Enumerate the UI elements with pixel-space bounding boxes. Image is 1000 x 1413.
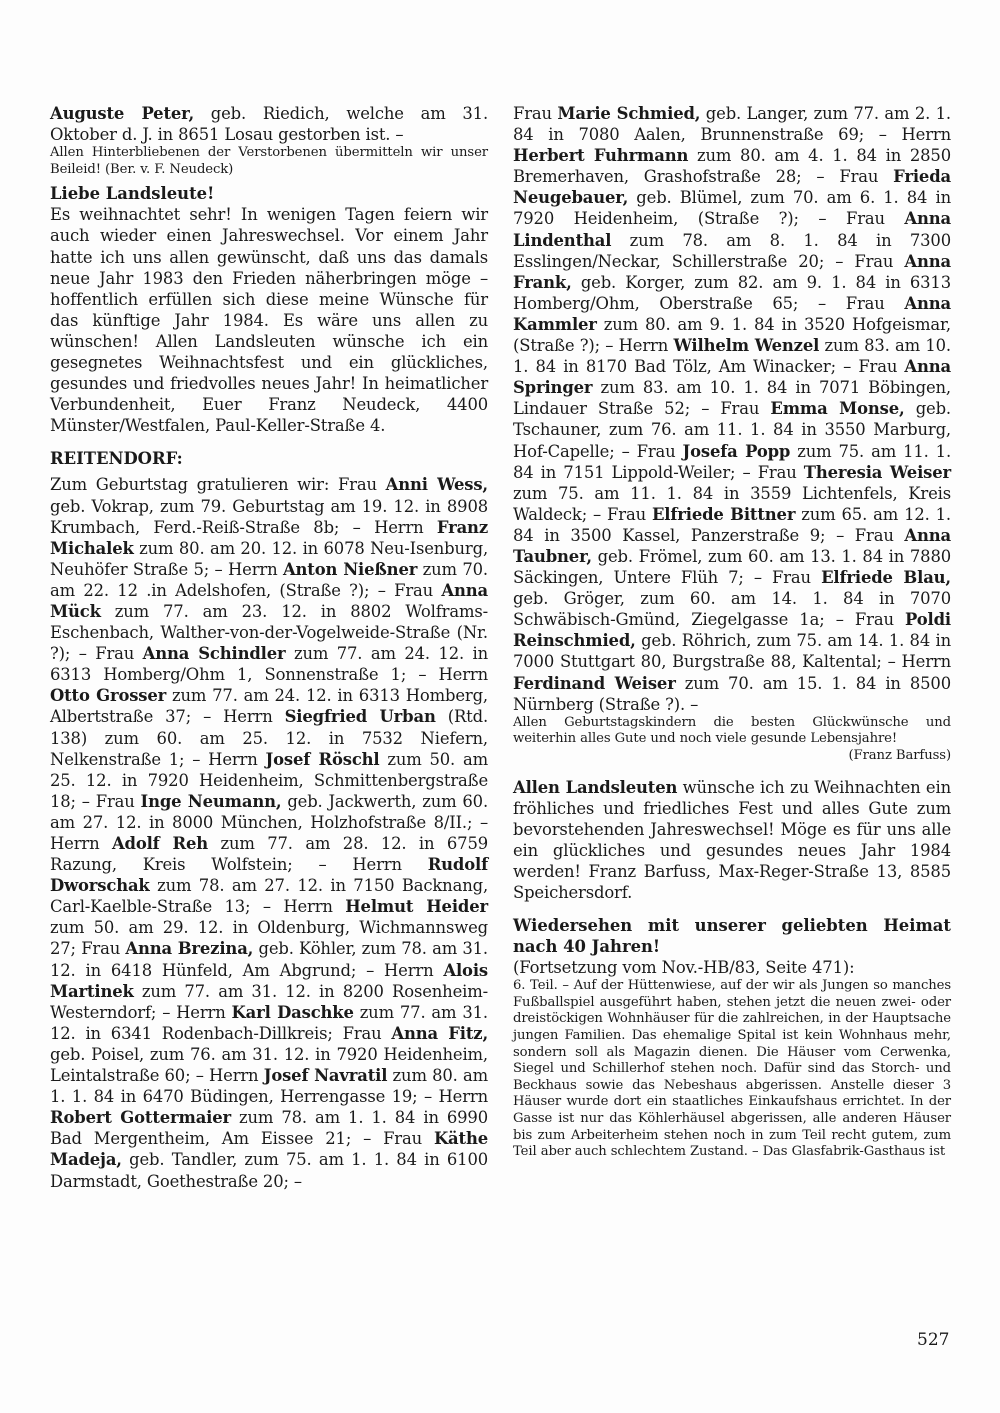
birthday-list-right (513, 103, 951, 715)
birthday-details: zum 78. am 1. 1. 84 in 6990 Bad Mergentheim, Am Eissee 21; – Frau (50, 1108, 488, 1149)
birthday-name: Alois Martinek (50, 960, 488, 1001)
birthday-details: geb. Frömel, zum 60. am 13. 1. 84 in 7880 Säckingen, Untere Flüh 7; – Frau (513, 546, 951, 588)
birthday-name: Anna Frank, (513, 251, 951, 292)
birthday-name: Anni Wess, (385, 475, 488, 495)
greeting-text: Es weihnachtet sehr! In wenigen Tagen feiern wir auch wieder einen Jahreswechsel. Vor einem Jahr hatte ich uns allen gewünscht, daß uns das damals neue Jahr 1983 den Frieden näherbringen möge – hoffentlich erfüllen sich diese meine Wünsche für das künftige Jahr 1984. Es wäre uns allen zu wünschen! Allen Landsleuten wünsche ich ein gesegnetes Weihnachtsfest und ein glückliches, gesundes und friedvolles neues Jahr! In heimatlicher Verbundenheit, Euer Franz Neudeck, 4400 Münster/Westfalen, Paul-Keller-Straße 4. (50, 205, 488, 436)
article-subheading: (Fortsetzung vom Nov.-HB/83, Seite 471): (513, 958, 855, 978)
birthday-details: zum 77. am 28. 12. in 6759 Razung, Kreis Wolfstein; – Herrn (50, 834, 488, 875)
obituary-text: geb. Riedich, welche am 31. Oktober d. J. in 8651 Losau gestorben ist. – (50, 104, 489, 145)
birthday-intro: Zum Geburtstag gratulieren wir: Frau (50, 475, 386, 495)
condolence-text: Allen Hinterbliebenen der Verstorbenen übermitteln wir unser Beileid! (Ber. v. F. Neudeck) (50, 145, 488, 177)
birthday-details: zum 77. am 24. 12. in 6313 Homberg/Ohm 1, Sonnenstraße 1; – Herrn (50, 644, 489, 685)
left-column (50, 103, 488, 1192)
landsleute-paragraph (513, 777, 951, 904)
wishes-signature: (Franz Barfuss) (848, 747, 951, 763)
birthday-details: zum 83. am 10. 1. 84 in 8170 Bad Tölz, Am Winacker; – Frau (513, 336, 951, 377)
birthday-name: Karl Daschke (231, 1002, 354, 1022)
birthday-name: Inge Neumann, (140, 791, 282, 811)
birthday-details: zum 80. am 4. 1. 84 in 2850 Bremerhaven, Grashofstraße 28; – Frau (513, 146, 951, 187)
birthday-name: Theresia Weiser (803, 462, 952, 482)
landsleute-text: wünsche ich zu Weihnachten ein fröhliches und friedliches Fest und alles Gute zum bevorstehenden Jahreswechsel! Möge es für uns alle ein glückliches und gesundes neues Jahr 1984 werden! Franz Barfuss, Max-Reger-Straße 13, 8585 Speichersdorf. (513, 777, 951, 902)
birthday-details: geb. Köhler, zum 78. am 31. 12. in 6418 Hünfeld, Am Abgrund; – Herrn (50, 939, 488, 980)
deceased-name: Auguste Peter, (50, 104, 195, 123)
birthday-details: zum 77. am 31. 12. in 6341 Rodenbach-Dillkreis; Frau (50, 1002, 488, 1043)
birthday-name: Adolf Reh (111, 834, 209, 853)
birthday-intro: Frau (513, 104, 558, 123)
birthday-name: Josef Röschl (265, 749, 380, 769)
birthday-details: geb. Korger, zum 82. am 9. 1. 84 in 6313 Homberg/Ohm, Oberstraße 65; – Frau (513, 272, 951, 313)
birthday-name: Anton Nießner (282, 559, 418, 579)
birthday-name: Anna Kammler (513, 293, 951, 334)
obituary-paragraph (50, 103, 488, 145)
birthday-details: zum 78. am 27. 12. in 7150 Backnang, Carl-Kaelble-Straße 13; – Herrn (50, 876, 488, 917)
birthday-name: Anna Mück (50, 580, 488, 621)
birthday-name: Herbert Fuhrmann (513, 146, 689, 166)
birthday-details: zum 75. am 11. 1. 84 in 7151 Lippold-Weiler; – Frau (513, 441, 952, 482)
birthday-details: zum 77. am 24. 12. in 6313 Homberg, Albertstraße 37; – Herrn (50, 686, 488, 727)
birthday-name: Josefa Popp (682, 441, 791, 461)
birthday-details: zum 65. am 12. 1. 84 in 3500 Kassel, Panzerstraße 9; – Frau (513, 504, 951, 545)
landsleute-bold: Allen Landsleuten (513, 777, 678, 797)
birthday-details: zum 83. am 10. 1. 84 in 7071 Böbingen, Lindauer Straße 52; – Frau (513, 378, 951, 419)
birthday-name: Anna Fitz, (391, 1023, 488, 1043)
birthday-name: Josef Navratil (263, 1066, 388, 1086)
birthday-name: Ferdinand Weiser (513, 673, 676, 693)
birthday-details: zum 80. am 1. 1. 84 in 6470 Büdingen, Herrengasse 19; – Herrn (50, 1066, 488, 1107)
birthday-name: Franz Michalek (50, 517, 488, 558)
birthday-name: Elfriede Bittner (651, 504, 796, 524)
right-column (513, 103, 951, 1161)
article-text: 6. Teil. – Auf der Hüttenwiese, auf der wir als Jungen so manches Fußballspiel ausgeführt haben, stehen jetzt die neuen zwei- oder dreistöckigen Wohnhäuser für die zahlreichen, in der Hauptsache jungen Familien. Das ehemalige Spital ist kein Wohnhaus mehr, sondern soll als Magazin dienen. Die Häuser vom Cerwenka, Siegel und Schillerhof stehen noch. Dafür sind das Storch- und Beckhaus sowie das Nebeshaus abgerissen. Anstelle dieser 3 Häuser wurde dort ein staatliches Einkaufshaus errichtet. In der Gasse ist nur das Köhlerhäusel abgerissen, alle anderen Häuser bis zum Arbeiterheim stehen noch in zum Teil recht gutem, zum Teil aber auch schlechtem Zustand. – Das Glasfabrik-Gasthaus ist (513, 978, 951, 1160)
birthday-details: zum 70. am 15. 1. 84 in 8500 Nürnberg (Straße ?). – (513, 673, 951, 714)
birthday-details: zum 80. am 20. 12. in 6078 Neu-Isenburg, Neuhöfer Straße 5; – Herrn (50, 538, 488, 579)
birthday-details: zum 75. am 11. 1. 84 in 3559 Lichtenfels, Kreis Waldeck; – Frau (513, 483, 951, 524)
birthday-details: geb. Jackwerth, zum 60. am 27. 12. in 8000 München, Holzhofstraße 8/II.; – Herrn (50, 791, 489, 853)
birthday-details: geb. Röhrich, zum 75. am 14. 1. 84 in 7000 Stuttgart 80, Burgstraße 88, Kaltental; – Herrn (513, 631, 951, 672)
birthday-name: Helmut Heider (345, 897, 488, 917)
birthday-name: Otto Grosser (50, 686, 167, 706)
birthday-name: Anna Brezina, (125, 939, 254, 959)
birthday-name: Marie Schmied, (557, 104, 701, 123)
birthday-name: Käthe Madeja, (50, 1129, 488, 1170)
article-heading: Wiedersehen mit unserer geliebten Heimat nach 40 Jahren! (513, 916, 951, 957)
birthday-details: zum 50. am 25. 12. in 7920 Heidenheim, Schmittenbergstraße 18; – Frau (50, 749, 488, 811)
birthday-details: geb. Langer, zum 77. am 2. 1. 84 in 7080 Aalen, Brunnenstraße 69; – Herrn (513, 104, 951, 145)
birthday-details: (Rtd. 138) zum 60. am 25. 12. in 7532 Niefern, Nelkenstraße 1; – Herrn (50, 707, 488, 769)
birthday-details: zum 80. am 9. 1. 84 in 3520 Hofgeismar, (Straße ?); – Herrn (513, 314, 951, 356)
page-number: 527 (917, 1330, 950, 1350)
birthday-wishes (513, 715, 951, 748)
birthday-name: Anna Taubner, (513, 525, 951, 566)
section-heading-reitendorf: REITENDORF: (50, 449, 183, 469)
birthday-list-left (50, 474, 488, 1191)
wishes-text: Allen Geburtstagskindern die besten Glückwünsche und weiterhin alles Gute und noch viele gesunde Lebensjahre! (513, 714, 951, 747)
birthday-details: geb. Poisel, zum 76. am 31. 12. in 7920 Heidenheim, Leintalstraße 60; – Herrn (50, 1044, 488, 1086)
birthday-details: geb. Gröger, zum 60. am 14. 1. 84 in 7070 Schwäbisch-Gmünd, Ziegelgasse 1a; – Frau (513, 589, 951, 630)
birthday-name: Anna Springer (513, 357, 951, 398)
birthday-name: Anna Lindenthal (513, 209, 951, 250)
birthday-name: Poldi Reinschmied, (513, 610, 951, 651)
birthday-name: Wilhelm Wenzel (673, 336, 820, 356)
birthday-name: Elfriede Blau, (821, 568, 951, 588)
birthday-details: geb. Blümel, zum 70. am 6. 1. 84 in 7920 Heidenheim, (Straße ?); – Frau (513, 188, 951, 229)
birthday-name: Emma Monse, (770, 399, 905, 419)
wishes-signature-line (513, 748, 951, 765)
birthday-details: zum 50. am 29. 12. in Oldenburg, Wichmannsweg 27; Frau (50, 918, 488, 959)
greeting-heading: Liebe Landsleute! (50, 184, 215, 204)
birthday-details: geb. Vokrap, zum 79. Geburtstag am 19. 12. in 8908 Krumbach, Ferd.-Reiß-Straße 8b; – Herrn (50, 496, 488, 537)
birthday-name: Frieda Neugebauer, (513, 167, 951, 208)
birthday-details: geb. Tschauner, zum 76. am 11. 1. 84 in 3550 Marburg, Hof-Capelle; – Frau (513, 399, 951, 461)
birthday-name: Siegfried Urban (284, 707, 436, 727)
birthday-details: zum 78. am 8. 1. 84 in 7300 Esslingen/Neckar, Schillerstraße 20; – Frau (513, 230, 951, 271)
birthday-details: geb. Tandler, zum 75. am 1. 1. 84 in 6100 Darmstadt, Goethestraße 20; – (50, 1150, 488, 1191)
birthday-details: zum 77. am 31. 12. in 8200 Rosenheim-Westerndorf; – Herrn (50, 981, 488, 1022)
birthday-name: Anna Schindler (142, 644, 286, 664)
birthday-name: Rudolf Dworschak (50, 855, 488, 896)
birthday-name: Robert Gottermaier (50, 1108, 232, 1128)
birthday-details: zum 70. am 22. 12 .in Adelshofen, (Straße ?); – Frau (50, 559, 488, 600)
birthday-details: zum 77. am 23. 12. in 8802 Wolframs-Eschenbach, Walther-von-der-Vogelweide-Straße (Nr. ?); – Frau (50, 601, 488, 664)
